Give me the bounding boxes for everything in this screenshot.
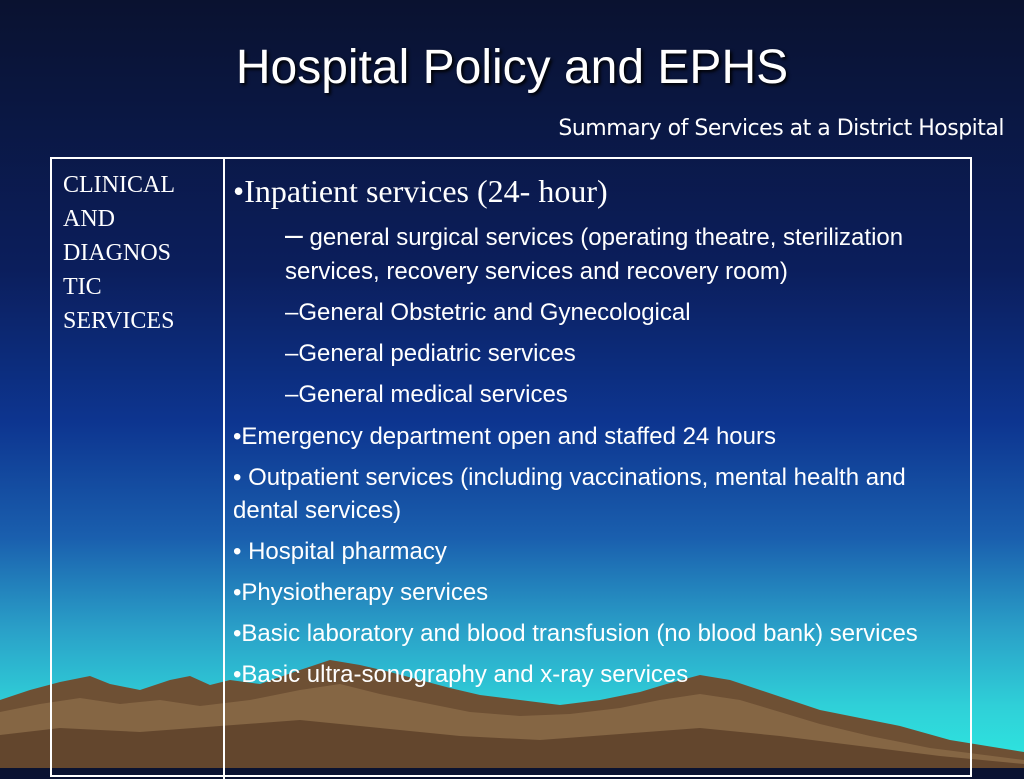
list-item-laboratory: •Basic laboratory and blood transfusion (no blood bank) services: [233, 620, 918, 647]
list-subitem-pediatric: –General pediatric services: [285, 340, 576, 367]
list-subitem-surgical: [233, 217, 963, 289]
dash-bullet: –: [285, 216, 303, 252]
slide-subtitle: Summary of Services at a District Hospital: [558, 116, 1004, 141]
list-item-pharmacy: • Hospital pharmacy: [233, 538, 447, 565]
list-item-emergency: •Emergency department open and staffed 24 hours: [233, 423, 776, 450]
slide-title: Hospital Policy and EPHS: [235, 41, 789, 94]
list-item-physio: •Physiotherapy services: [233, 579, 489, 606]
services-list: [233, 169, 963, 691]
list-item-outpatient: • Outpatient services (including vaccinations, mental health and dental services): [233, 464, 906, 524]
category-line: SERVICES: [63, 308, 175, 334]
list-subitem-obstetric: –General Obstetric and Gynecological: [285, 299, 691, 326]
list-subitem-surgical-text: general surgical services (operating theatre, sterilization services, recovery services and recovery room): [285, 224, 904, 285]
list-item-ultrasound: •Basic ultra-sonography and x-ray services: [233, 661, 689, 688]
category-cell: [63, 168, 213, 338]
category-line: TIC: [63, 274, 102, 300]
list-item-inpatient: •Inpatient services (24- hour): [233, 173, 608, 209]
list-subitem-medical: –General medical services: [285, 381, 568, 408]
column-divider: [223, 159, 225, 779]
category-line: DIAGNOS: [63, 240, 171, 266]
services-table: [50, 157, 972, 777]
category-line: AND: [63, 206, 115, 232]
category-line: CLINICAL: [63, 172, 175, 198]
